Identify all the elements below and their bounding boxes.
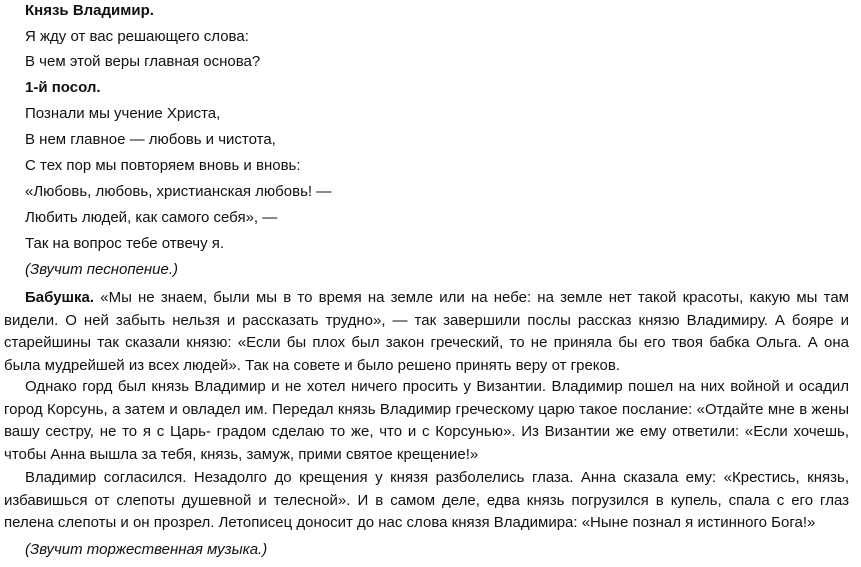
verse-line: Познали мы учение Христа, xyxy=(25,105,221,122)
verse-line: С тех пор мы повторяем вновь и вновь: xyxy=(25,157,301,174)
final-stage-direction: (Звучит торжественная музыка.) xyxy=(25,541,268,558)
paragraph-korsun: Однако горд был князь Владимир и не хотел ничего просить у Византии. Владимир пошел на них войной и осадил город Корсунь, а затем и овладел им. Передал князь Владимир греческому царю такое послание: «Отдайте мне в жены вашу сестру, не то я с Царь- градом сделаю то же, что и с Корсунью». Из Византии же ему ответили: «Если хочешь, чтобы Анна вышла за тебя, князь, замуж, прими святое крещение!» xyxy=(4,378,849,463)
paragraph-baptism: Владимир согласился. Незадолго до крещения у князя разболелись глаза. Анна сказала ему: «Крестись, князь, избавишься от слепоты душевной и телесной». И в самом деле, едва князь погрузился в купель, спала с его глаз пелена слепоты и он прозрел. Летописец доносит до нас слова князя Владимира: «Ныне познал я истинного Бога!» xyxy=(4,469,849,531)
paragraph-grandmother xyxy=(4,287,849,377)
speaker-grandmother: Бабушка. xyxy=(25,289,101,306)
paragraph-text: «Мы не знаем, были мы в то время на земле или на небе: на земле нет такой красоты, какую мы там видели. О ней забыть нельзя и рассказать трудно», — так завершили послы рассказ князю Владимиру. А бояре и старейшины так сказали князю: «Если бы плох был закон греческий, то не приняла бы его твоя бабка Ольга. А она была мудрейшей из всех людей». Так на совете и было решено принять веру от греков. xyxy=(4,289,849,374)
verse-line: Любить людей, как самого себя», — xyxy=(25,209,278,226)
verse-line: «Любовь, любовь, христианская любовь! — xyxy=(25,183,332,200)
verse-line: Я жду от вас решающего слова: xyxy=(25,28,249,45)
stage-direction: (Звучит песнопение.) xyxy=(25,261,179,278)
speaker-prince-vladimir: Князь Владимир. xyxy=(25,2,154,19)
verse-line: В чем этой веры главная основа? xyxy=(25,53,261,70)
speaker-first-envoy: 1-й посол. xyxy=(25,79,101,96)
verse-line: В нем главное — любовь и чистота, xyxy=(25,131,276,148)
verse-line: Так на вопрос тебе отвечу я. xyxy=(25,235,225,252)
